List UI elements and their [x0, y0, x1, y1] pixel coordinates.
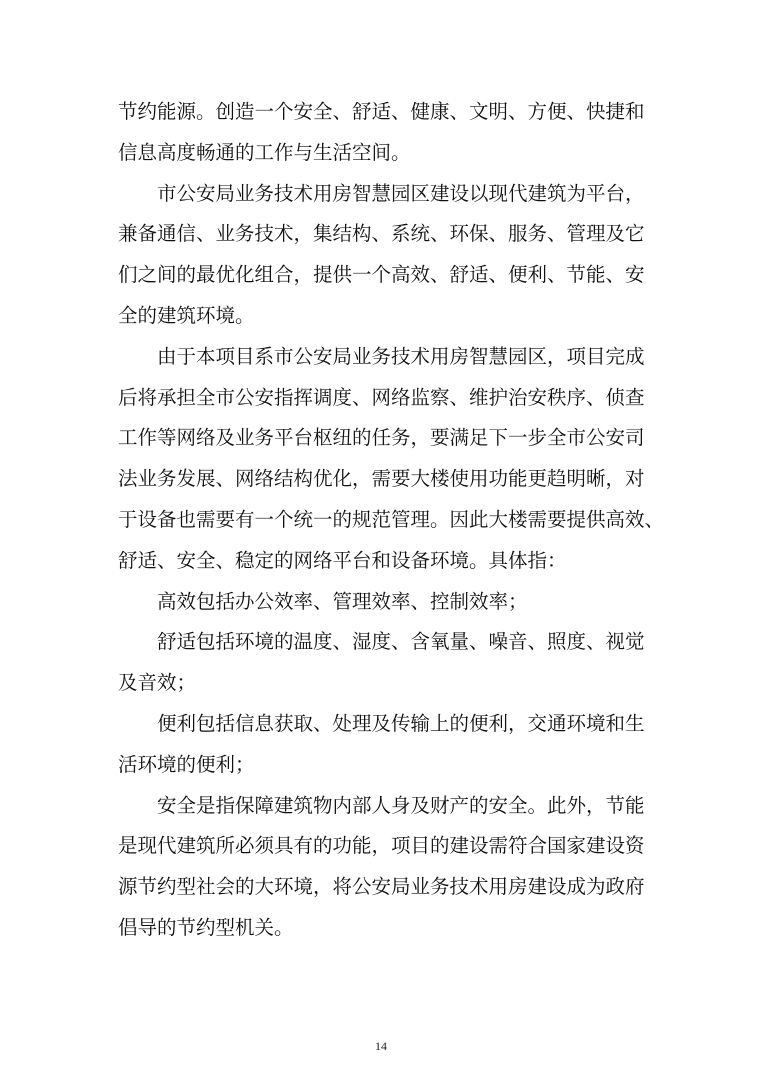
- text-line: 于设备也需要有一个统一的规范管理。因此大楼需要提供高效、: [118, 507, 665, 531]
- text-line: 及音效；: [118, 671, 197, 695]
- text-line: 市公安局业务技术用房智慧园区建设以现代建筑为平台，: [157, 181, 645, 205]
- paragraph-intro-continuation: [118, 92, 645, 174]
- page-number: 14: [375, 1039, 387, 1053]
- document-body: [118, 92, 665, 949]
- text-line: 工作等网络及业务平台枢纽的任务，要满足下一步全市公安司: [118, 426, 645, 450]
- text-line: 全的建筑环境。: [118, 303, 255, 327]
- text-line: 倡导的节约型机关。: [118, 915, 294, 939]
- paragraph-convenience: [118, 704, 645, 786]
- text-line: 便利包括信息获取、处理及传输上的便利，交通环境和生: [157, 711, 645, 735]
- paragraph-safety-energy: [118, 786, 645, 949]
- paragraph-smart-park-platform: [118, 174, 645, 337]
- text-line: 舒适、安全、稳定的网络平台和设备环境。具体指：: [118, 548, 567, 572]
- text-line: 兼备通信、业务技术，集结构、系统、环保、服务、管理及它: [118, 222, 645, 246]
- text-line: 高效包括办公效率、管理效率、控制效率；: [157, 589, 528, 613]
- paragraph-project-role: [118, 337, 665, 582]
- text-line: 信息高度畅通的工作与生活空间。: [118, 140, 411, 164]
- text-line: 安全是指保障建筑物内部人身及财产的安全。此外，节能: [157, 793, 645, 817]
- text-line: 舒适包括环境的温度、湿度、含氧量、噪音、照度、视觉: [157, 630, 645, 654]
- text-line: 源节约型社会的大环境，将公安局业务技术用房建设成为政府: [118, 875, 645, 899]
- text-line: 们之间的最优化组合，提供一个高效、舒适、便利、节能、安: [118, 263, 645, 287]
- paragraph-efficiency: [118, 582, 638, 623]
- paragraph-comfort: [118, 622, 645, 704]
- text-line: 活环境的便利；: [118, 752, 255, 776]
- text-line: 由于本项目系市公安局业务技术用房智慧园区，项目完成: [157, 344, 645, 368]
- text-line: 节约能源。创造一个安全、舒适、健康、文明、方便、快捷和: [118, 100, 645, 123]
- text-line: 是现代建筑所必须具有的功能，项目的建设需符合国家建设资: [118, 834, 645, 858]
- text-line: 后将承担全市公安指挥调度、网络监察、维护治安秩序、侦查: [118, 385, 645, 409]
- text-line: 法业务发展、网络结构优化，需要大楼使用功能更趋明晰，对: [118, 467, 645, 491]
